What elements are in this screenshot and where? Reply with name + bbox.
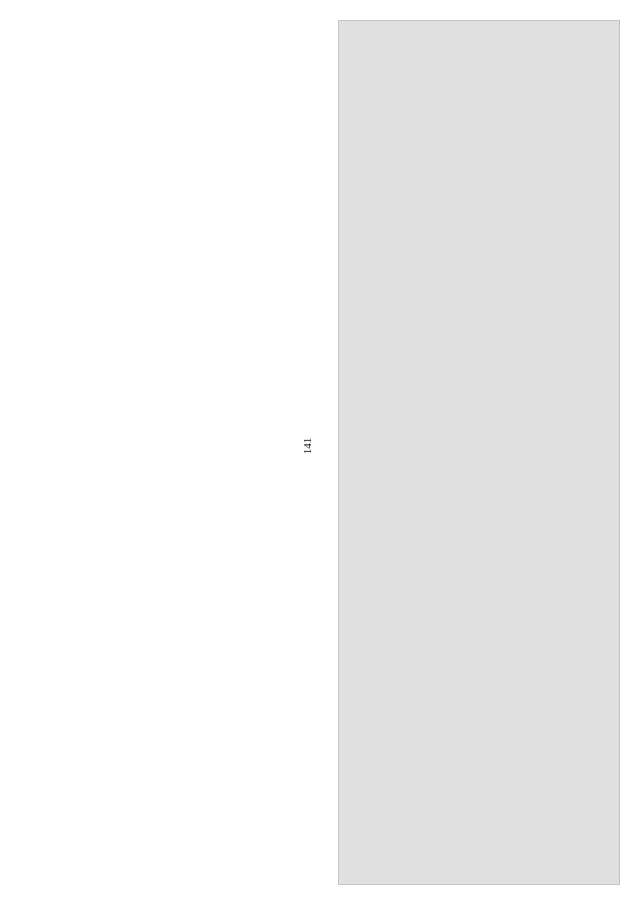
table-placeholder xyxy=(338,20,620,885)
page-number: 141 xyxy=(302,437,314,455)
